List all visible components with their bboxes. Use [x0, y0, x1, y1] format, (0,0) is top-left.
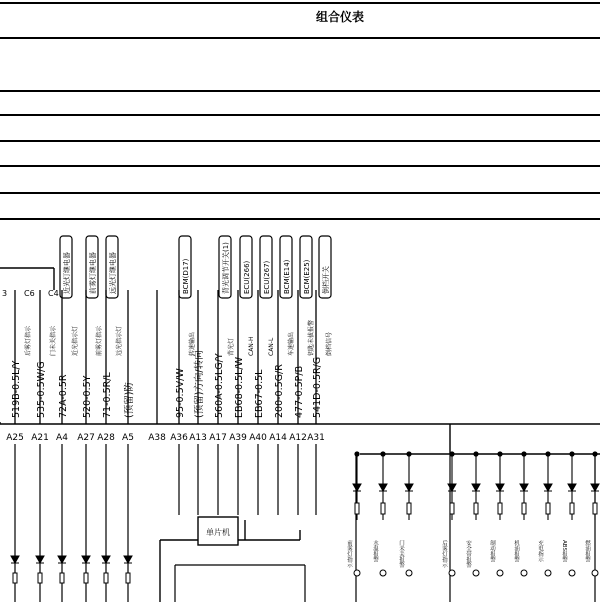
wire-label: 72A-0.5R — [58, 374, 69, 418]
wire-desc: 远光指示灯 — [116, 325, 123, 356]
header-pin-label: C4 — [48, 289, 59, 298]
diode-symbol — [496, 484, 504, 491]
lamp-icon — [449, 570, 455, 576]
resistor-symbol — [546, 503, 550, 514]
wire-label: 95-0.5V/W — [175, 368, 186, 418]
resistor-symbol — [60, 573, 64, 583]
diode-symbol — [405, 484, 413, 491]
diode-symbol — [591, 484, 599, 491]
mcu-label: 单片机 — [206, 528, 230, 537]
lamp-icon — [545, 570, 551, 576]
wire-label: 520-0.5Y — [82, 375, 93, 418]
wire-desc: 转速输出 — [189, 331, 196, 356]
wire-desc: CAN-H — [248, 336, 255, 356]
pin-label: A12 — [289, 433, 307, 443]
lamp-icon — [569, 570, 575, 576]
pin-label: A25 — [6, 433, 24, 443]
resistor-symbol — [13, 573, 17, 583]
wire-desc: 钥匙未拔报警 — [308, 319, 315, 356]
wire-label: (预留)防 — [124, 382, 135, 418]
wire-desc: 前雾灯指示 — [96, 325, 103, 356]
diode-symbol — [568, 484, 576, 491]
wire-label: 560A-0.5LG/Y — [214, 353, 225, 418]
header-pin-label: 3 — [2, 289, 8, 298]
wire-desc: CAN-L — [268, 337, 275, 356]
diode-symbol — [36, 556, 44, 563]
connector-label: ECU(267) — [263, 260, 271, 294]
connector-label: 背光调节开关(1) — [222, 242, 230, 294]
lamp-icon — [521, 570, 527, 576]
lamp-icon — [354, 570, 360, 576]
pin-label: A4 — [56, 433, 68, 443]
indicator-label: 后雾灯指示 — [441, 540, 447, 568]
resistor-symbol — [104, 573, 108, 583]
pin-label: A40 — [249, 433, 267, 443]
diode-symbol — [544, 484, 552, 491]
wire-desc: 近光指示灯 — [72, 325, 79, 356]
wire-label: EB67-0.5L — [254, 369, 265, 418]
resistor-symbol — [498, 503, 502, 514]
indicator-label: 燃油报警 — [584, 540, 590, 562]
wire-label: 519B-0.5L/Y — [11, 360, 22, 418]
diode-symbol — [379, 484, 387, 491]
pin-label: A39 — [229, 433, 247, 443]
indicator-label: 充电指示 — [537, 540, 543, 562]
lamp-icon — [592, 570, 598, 576]
wire-desc: 背光灯 — [228, 337, 235, 356]
resistor-symbol — [522, 503, 526, 514]
indicator-label: 水温报警 — [372, 540, 378, 562]
wire-label: (预留)方向/转向 — [194, 350, 205, 418]
resistor-symbol — [38, 573, 42, 583]
connector-label: BCM(E14) — [283, 259, 291, 294]
resistor-symbol — [407, 503, 411, 514]
wire-desc: 门未关指示 — [50, 325, 57, 356]
diode-symbol — [353, 484, 361, 491]
resistor-symbol — [84, 573, 88, 583]
wire-label: 535-0.5W/G — [36, 361, 47, 418]
wire-desc: 后雾灯指示 — [25, 325, 32, 356]
resistor-symbol — [381, 503, 385, 514]
pin-label: A31 — [307, 433, 325, 443]
pin-label: A5 — [122, 433, 134, 443]
pin-label: A38 — [148, 433, 166, 443]
connector-label: BCM(E25) — [303, 259, 311, 294]
pin-label: A28 — [97, 433, 115, 443]
resistor-symbol — [570, 503, 574, 514]
indicator-label: 机油报警 — [513, 540, 519, 562]
connector-label: 远光灯继电器 — [109, 252, 117, 294]
diode-symbol — [520, 484, 528, 491]
diode-symbol — [472, 484, 480, 491]
indicator-label: 制动报警 — [489, 540, 495, 562]
resistor-symbol — [126, 573, 130, 583]
connector-label: 近光灯继电器 — [63, 252, 71, 294]
pin-label: A13 — [189, 433, 207, 443]
wire-label: 477-0.5P/B — [294, 365, 305, 418]
pin-label: A27 — [77, 433, 95, 443]
pin-label: A17 — [209, 433, 227, 443]
wire-label: 71-0.5R/L — [102, 372, 113, 418]
diode-symbol — [448, 484, 456, 491]
connector-label: 倒档开关 — [322, 266, 330, 294]
resistor-symbol — [474, 503, 478, 514]
wire-label: 541D-0.5R/G — [312, 356, 323, 418]
wire-desc: 车速输出 — [288, 331, 295, 356]
resistor-symbol — [355, 503, 359, 514]
diode-symbol — [11, 556, 19, 563]
indicator-label: ABS报警 — [561, 540, 567, 562]
indicator-label: 安全带报警 — [465, 540, 471, 568]
diode-symbol — [82, 556, 90, 563]
wire-label: 200-0.5G/R — [274, 364, 285, 418]
indicator-label: 门未关报警 — [398, 540, 404, 568]
connector-label: BCM(D17) — [182, 258, 190, 294]
connector-label: 前雾灯继电器 — [89, 252, 97, 294]
diode-symbol — [58, 556, 66, 563]
resistor-symbol — [593, 503, 597, 514]
diode-symbol — [102, 556, 110, 563]
lamp-icon — [497, 570, 503, 576]
wire-label: EB68-0.5L/W — [234, 356, 245, 418]
lamp-icon — [406, 570, 412, 576]
lamp-icon — [473, 570, 479, 576]
diagram-title: 组合仪表 — [315, 10, 364, 24]
wire-desc: 倒档信号 — [326, 331, 333, 356]
diode-symbol — [124, 556, 132, 563]
pin-label: A21 — [31, 433, 49, 443]
resistor-symbol — [450, 503, 454, 514]
header-pin-label: C6 — [24, 289, 35, 298]
pin-label: A36 — [170, 433, 188, 443]
indicator-label: 前雾灯指示 — [346, 540, 352, 568]
connector-label: ECU(266) — [243, 260, 251, 294]
lamp-icon — [380, 570, 386, 576]
pin-label: A14 — [269, 433, 287, 443]
